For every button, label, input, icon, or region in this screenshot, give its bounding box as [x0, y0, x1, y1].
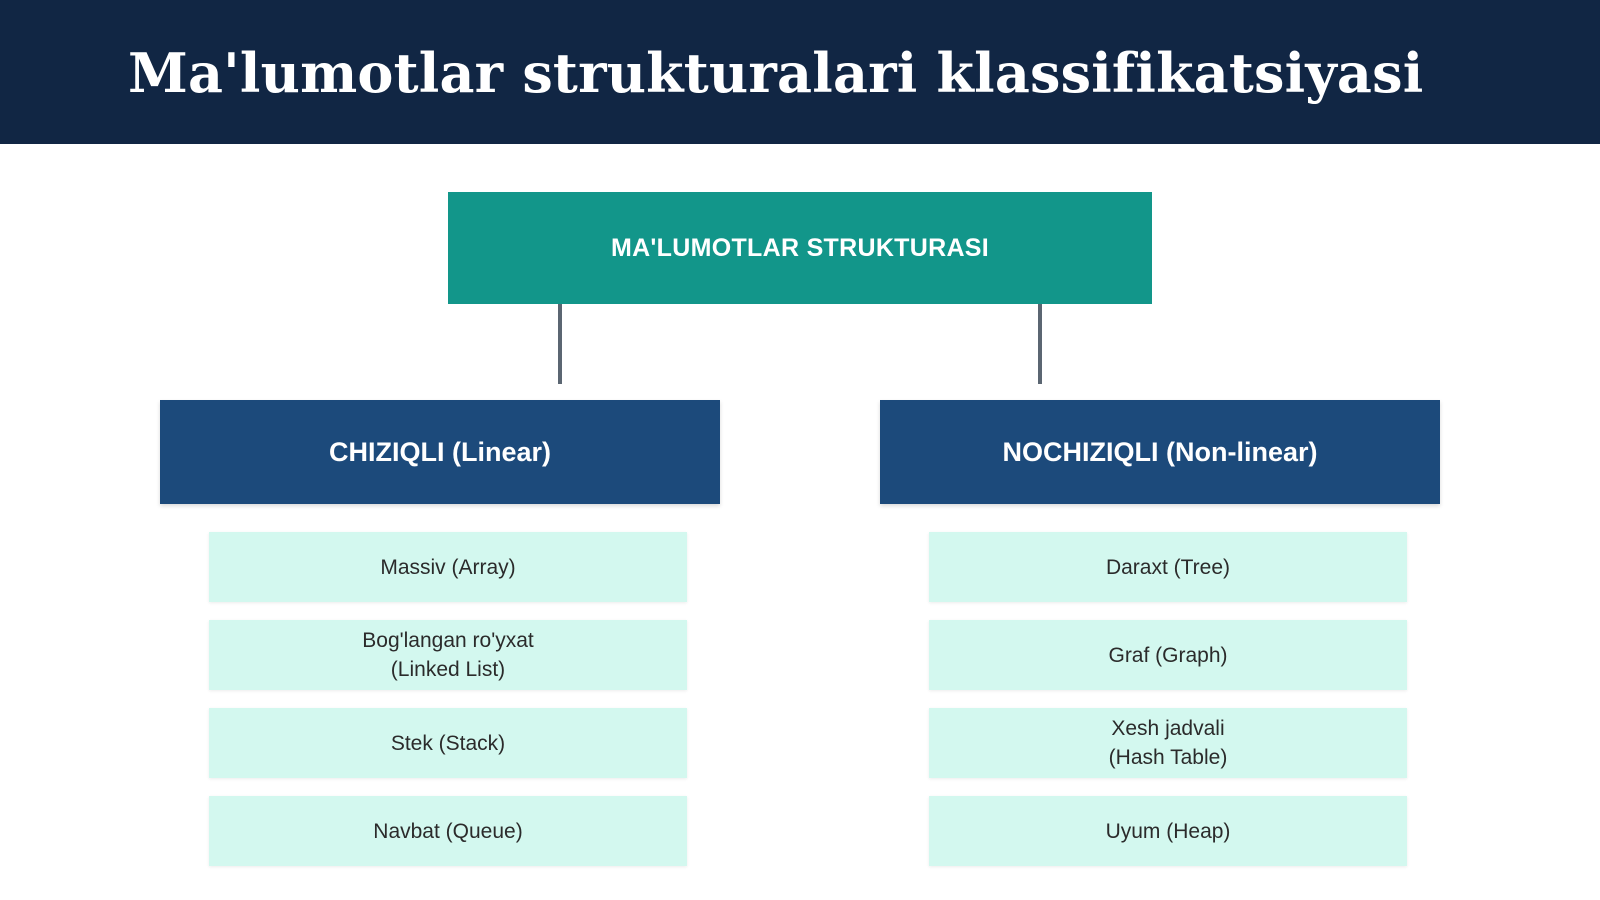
- list-item-label: Massiv (Array): [380, 555, 516, 579]
- list-item-graph: [929, 620, 1407, 690]
- root-node-label: MA'LUMOTLAR STRUKTURASI: [610, 233, 990, 262]
- branch-linear-label: CHIZIQLI (Linear): [329, 436, 551, 467]
- list-item-label: Uyum (Heap): [1105, 819, 1231, 843]
- list-item-label: Xesh jadvali (Hash Table): [1108, 717, 1228, 769]
- connector-left: [558, 304, 562, 384]
- root-node: [448, 192, 1152, 304]
- list-item-label: Daraxt (Tree): [1105, 555, 1231, 579]
- page-title: Ma'lumotlar strukturalari klassifikatsiyasi: [128, 41, 1424, 105]
- header-bar: [0, 0, 1600, 144]
- list-item-label: Navbat (Queue): [373, 819, 523, 843]
- list-item-label: Stek (Stack): [390, 731, 506, 755]
- list-item-tree: [929, 532, 1407, 602]
- branch-linear: [160, 400, 720, 504]
- list-item-queue: [209, 796, 687, 866]
- list-item-linked-list: [209, 620, 687, 690]
- list-item-label: Bog'langan ro'yxat (Linked List): [362, 629, 534, 681]
- list-item-array: [209, 532, 687, 602]
- list-item-stack: [209, 708, 687, 778]
- list-item-hash-table: [929, 708, 1407, 778]
- connector-right: [1038, 304, 1042, 384]
- branch-nonlinear-label: NOCHIZIQLI (Non-linear): [1002, 436, 1318, 467]
- branch-nonlinear: [880, 400, 1440, 504]
- list-item-heap: [929, 796, 1407, 866]
- list-item-label: Graf (Graph): [1108, 643, 1228, 667]
